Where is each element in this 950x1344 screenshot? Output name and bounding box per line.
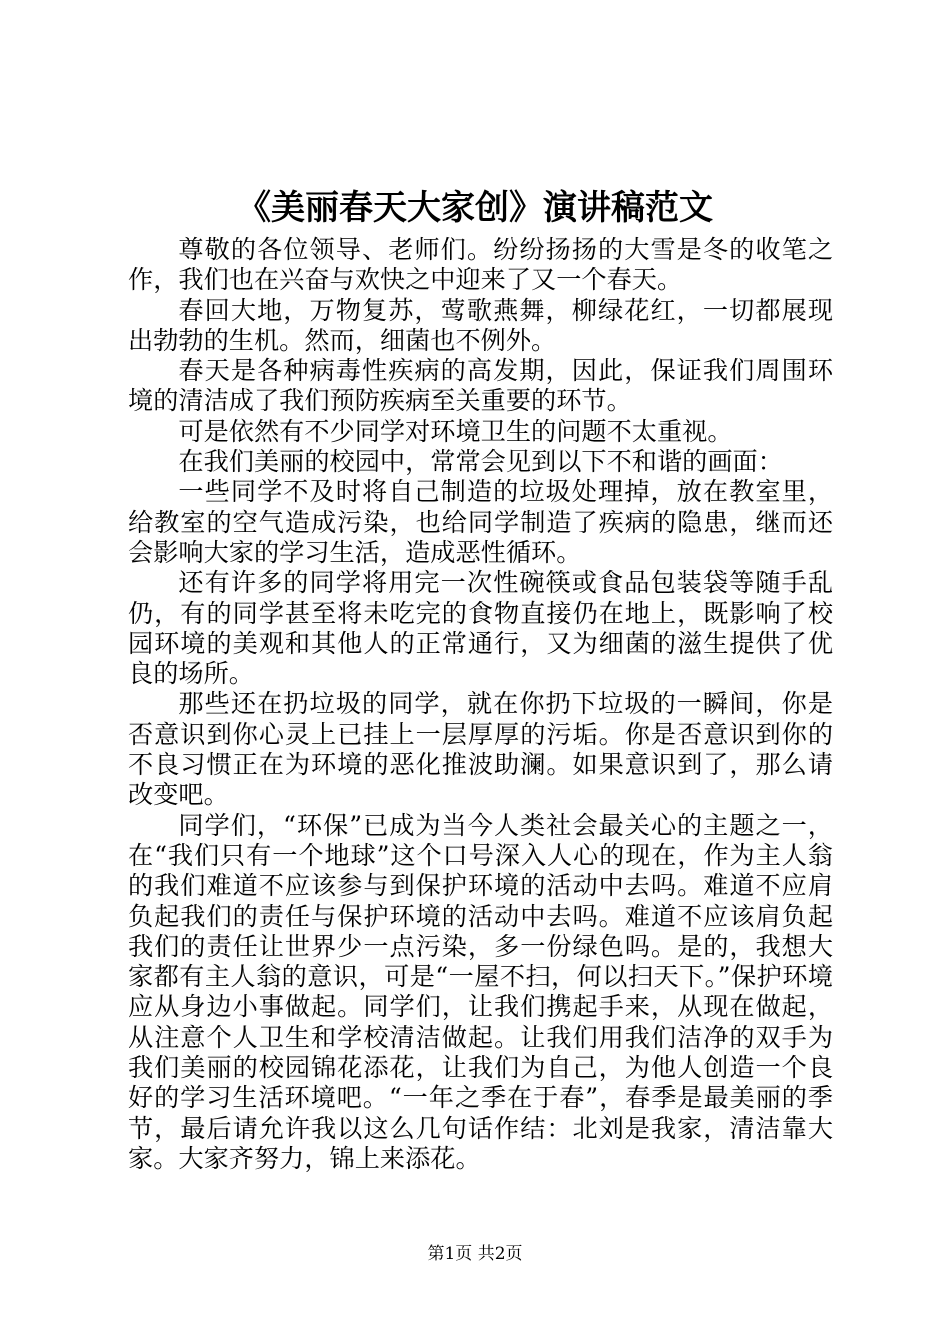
paragraph: 春回大地，万物复苏，莺歌燕舞，柳绿花红，一切都展现出勃勃的生机。然而，细菌也不例外。: [128, 295, 833, 355]
paragraph: 还有许多的同学将用完一次性碗筷或食品包装袋等随手乱仍，有的同学甚至将未吃完的食物直接仍在地上，既影响了校园环境的美观和其他人的正常通行，又为细菌的滋生提供了优良的场所。: [128, 568, 833, 689]
paragraph: 春天是各种病毒性疾病的高发期，因此，保证我们周围环境的清洁成了我们预防疾病至关重要的环节。: [128, 356, 833, 416]
document-title: 《美丽春天大家创》演讲稿范文: [237, 188, 713, 228]
paragraph: 可是依然有不少同学对环境卫生的问题不太重视。: [178, 416, 733, 446]
paragraph: 尊敬的各位领导、老师们。纷纷扬扬的大雪是冬的收笔之作，我们也在兴奋与欢快之中迎来了又一个春天。: [128, 235, 833, 295]
paragraph: 在我们美丽的校园中，常常会见到以下不和谐的画面：: [178, 447, 783, 477]
paragraph: 那些还在扔垃圾的同学，就在你扔下垃圾的一瞬间，你是否意识到你心灵上已挂上一层厚厚的污垢。你是否意识到你的不良习惯正在为环境的恶化推波助澜。如果意识到了，那么请改变吧。: [128, 689, 833, 810]
document-body: [128, 235, 833, 1174]
paragraph: 一些同学不及时将自己制造的垃圾处理掉，放在教室里，给教室的空气造成污染，也给同学制造了疾病的隐患，继而还会影响大家的学习生活，造成恶性循环。: [128, 477, 833, 567]
paragraph: 同学们，“环保”已成为当今人类社会最关心的主题之一，在“我们只有一个地球”这个口号深入人心的现在，作为主人翁的我们难道不应该参与到保护环境的活动中去吗。难道不应肩负起我们的责任与保护环境的活动中去吗。难道不应该肩负起我们的责任让世界少一点污染，多一份绿色吗。是的，我想大家都有主人翁的意识，可是“一屋不扫，何以扫天下。”保护环境应从身边小事做起。同学们，让我们携起手来，从现在做起，从注意个人卫生和学校清洁做起。让我们用我们洁净的双手为我们美丽的校园锦花添花，让我们为自己，为他人创造一个良好的学习生活环境吧。“一年之季在于春”，春季是最美丽的季节，最后请允许我以这么几句话作结：北刘是我家，清洁靠大家。大家齐努力，锦上来添花。: [128, 810, 833, 1173]
page-number: 第1页 共2页: [427, 1244, 523, 1264]
